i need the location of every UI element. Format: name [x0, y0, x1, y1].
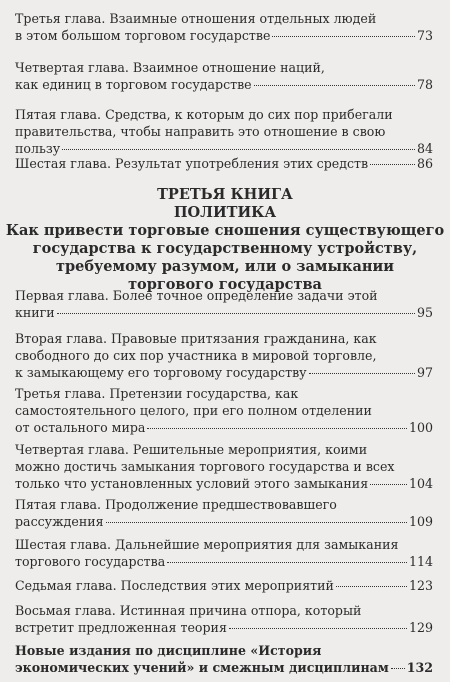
entry-line: рассуждения [15, 514, 104, 529]
toc-entry-b3-ch6 [15, 536, 433, 570]
page-number: 109 [408, 514, 433, 529]
page-number: 95 [416, 305, 433, 320]
toc-entry-b3-ch7 [15, 577, 433, 594]
entry-line: Новые издания по дисциплине «История [15, 643, 322, 658]
page-number: 78 [416, 77, 433, 92]
entry-line: только что установленных условий этого замыкания [15, 476, 369, 491]
toc-entry-b3-ch5 [15, 496, 433, 530]
toc-entry-ch6 [15, 155, 433, 172]
entry-line: Третья глава. Претензии государства, как [15, 386, 299, 401]
leader-dots [229, 628, 407, 629]
leader-dots [309, 373, 415, 374]
entry-line: Шестая глава. Результат употребления этих средств [15, 156, 369, 171]
entry-line: как единиц в торговом государстве [15, 77, 252, 92]
entry-line: Пятая глава. Средства, к которым до сих пор прибегали [15, 107, 393, 122]
entry-line: самостоятельного целого, при его полном отделении [15, 403, 372, 418]
book3-heading [0, 186, 450, 294]
book-name: ПОЛИТИКА [173, 204, 277, 221]
leader-dots [370, 484, 407, 485]
toc-entry-ch4 [15, 59, 433, 93]
leader-dots [167, 562, 407, 563]
toc-entry-b3-ch3 [15, 385, 433, 436]
leader-dots [62, 149, 415, 150]
toc-entry-b3-ch4 [15, 441, 433, 492]
page-number: 73 [416, 28, 433, 43]
toc-entry-b3-ch1 [15, 287, 433, 321]
toc-entry-b3-ch8 [15, 602, 433, 636]
book-subtitle-line: торгового государства [128, 276, 322, 293]
page-number: 132 [406, 660, 433, 675]
entry-line: Четвертая глава. Решительные мероприятия, коими [15, 442, 368, 457]
leader-dots [106, 522, 407, 523]
book-subtitle-line: Как привести торговые сношения существующего [5, 222, 445, 239]
entry-line: от остального мира [15, 420, 146, 435]
entry-line: Третья глава. Взаимные отношения отдельных людей [15, 11, 377, 26]
entry-line: свободного до сих пор участника в мировой торговле, [15, 348, 377, 363]
page-number: 84 [416, 141, 433, 156]
book-subtitle-line: государства к государственному устройству, [32, 240, 418, 257]
entry-line: Седьмая глава. Последствия этих мероприятий [15, 578, 334, 593]
page-number: 114 [408, 554, 433, 569]
entry-line: торгового государства [15, 554, 166, 569]
entry-line: Вторая глава. Правовые притязания гражданина, как [15, 331, 377, 346]
entry-line: экономических учений» и смежным дисциплинам [15, 660, 389, 675]
toc-entry-ch5 [15, 106, 433, 157]
entry-line: в этом большом торговом государстве [15, 28, 271, 43]
leader-dots [391, 668, 405, 669]
entry-line: Первая глава. Более точное определение задачи этой [15, 288, 378, 303]
entry-line: встретит предложенная теория [15, 620, 227, 635]
leader-dots [254, 85, 415, 86]
entry-line: Пятая глава. Продолжение предшествовавшего [15, 497, 337, 512]
page-number: 100 [408, 420, 433, 435]
page-number: 129 [408, 620, 433, 635]
entry-line: Четвертая глава. Взаимное отношение наций, [15, 60, 325, 75]
entry-line: Восьмая глава. Истинная причина отпора, который [15, 603, 362, 618]
leader-dots [370, 164, 415, 165]
page-number: 104 [408, 476, 433, 491]
leader-dots [57, 313, 415, 314]
entry-line: к замыкающему его торговому государству [15, 365, 307, 380]
page-number: 86 [416, 156, 433, 171]
entry-line: правительства, чтобы направить это отношение в свою [15, 124, 386, 139]
toc-entry-ch3 [15, 10, 433, 44]
toc-entry-b3-ch2 [15, 330, 433, 381]
leader-dots [272, 36, 415, 37]
page-number: 97 [416, 365, 433, 380]
entry-line: книги [15, 305, 55, 320]
book-subtitle-line: требуемому разумом, или о замыкании [55, 258, 395, 275]
entry-line: Шестая глава. Дальнейшие мероприятия для замыкания [15, 537, 399, 552]
page-number: 123 [408, 578, 433, 593]
entry-line: пользу [15, 141, 61, 156]
entry-line: можно достичь замыкания торгового государства и всех [15, 459, 395, 474]
leader-dots [336, 586, 407, 587]
toc-entry-new-editions [15, 642, 433, 676]
leader-dots [147, 428, 407, 429]
book-label: ТРЕТЬЯ КНИГА [157, 186, 293, 203]
